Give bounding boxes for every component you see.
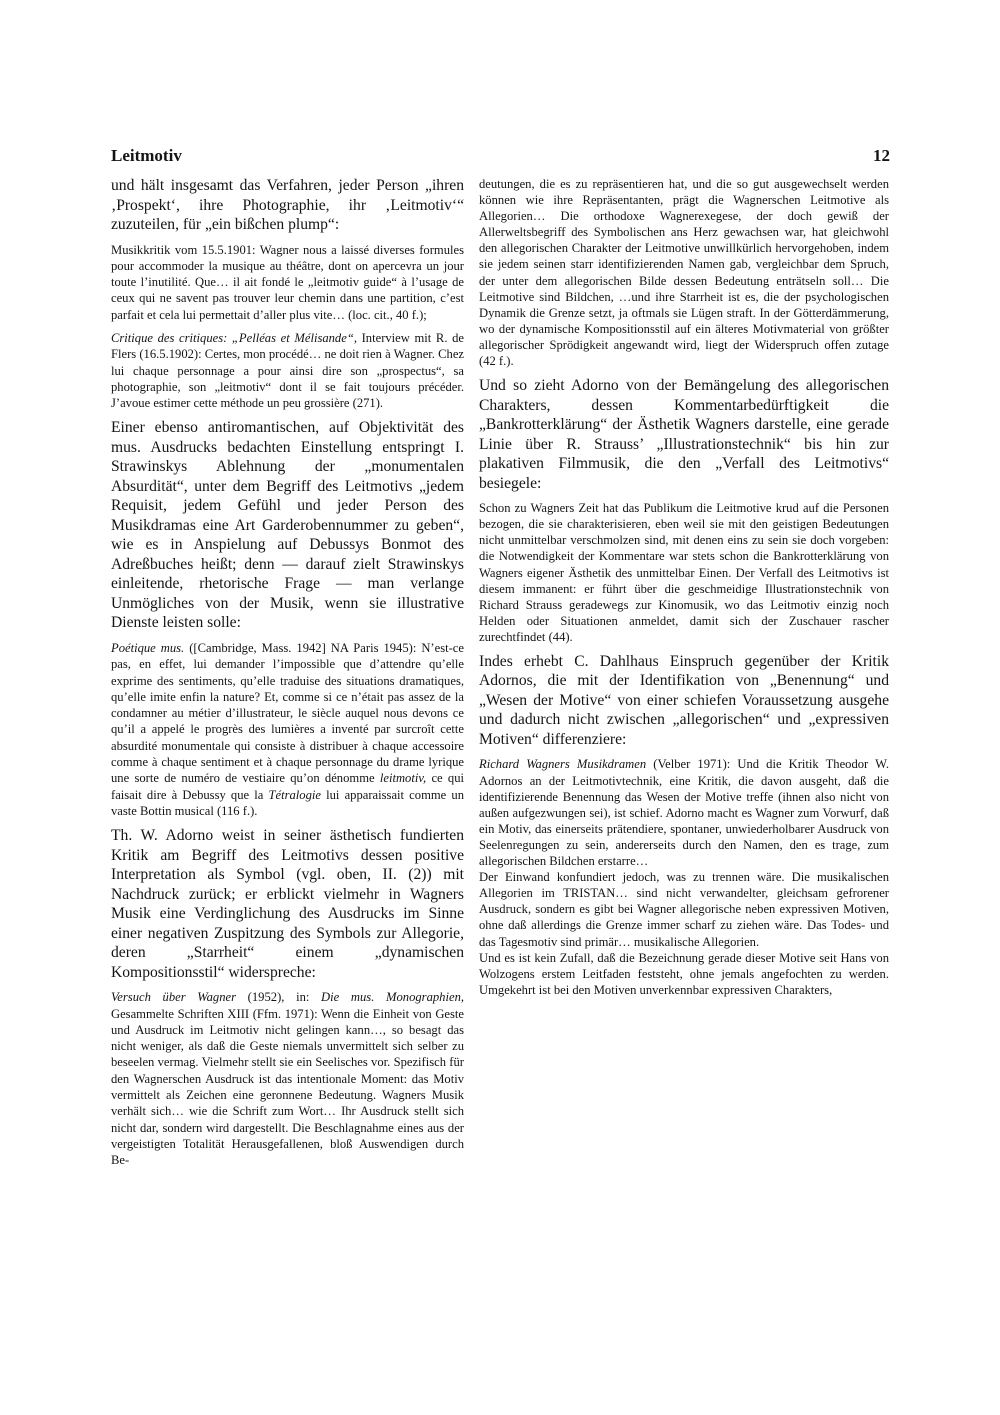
quotation-text: (Velber 1971): Und die Kritik Theodor W. Adornos an der Leitmotivtechnik, eine Kritik, die davon ausgeht, daß die identifizierende Benennung das Wesen der Motive treffe (ihnen also nicht von außen aufgezwungen sei), ist schief. Adorno macht es Wagner zum Vorwurf, daß ein Motiv, das einerseits prätendiere, spontaner, unwiederholbarer Ausdruck von Seelenregungen zu sein, andererseits durch den Namen, den es trage, zum allegorischen Bildchen erstarre…: [479, 757, 889, 869]
quotation: [479, 756, 889, 869]
left-column: [111, 176, 464, 1176]
quotation: [111, 330, 464, 411]
quotation: [111, 989, 464, 1168]
running-header: [111, 146, 890, 170]
paragraph: Indes erhebt C. Dahlhaus Einspruch gegenüber der Kritik Adornos, die mit der Identifikation von „Benennung“ und „Wesen der Motive“ von einer schiefen Voraussetzung ausgehe und dadurch nicht zwischen „allegorischen“ und „expressiven Motiven“ differenziere:: [479, 652, 889, 748]
quotation-text: Gesammelte Schriften XIII (Ffm. 1971): Wenn die Einheit von Geste und Ausdruck im Leitmotiv nicht gelingen kann…, so besagt das nicht weniger, als daß die Geste niemals unvermittelt sich selber zu beseelen vermag. Vielmehr stellt sie ein Seelisches vor. Spezifisch für den Wagnerschen Ausdruck ist das intentionale Moment: das Motiv vermittelt als Zeichen eine geronnene Bedeutung. Wagners Musik verhält sich… wie die Schrift zum Wort… Ihr Ausdruck stellt sich nicht dar, sondern wird dargestellt. Die Beschlagnahme eines aus der vergeistigten Totalität Herausgefallenen, bloß Auswendigen durch Be-: [111, 1006, 464, 1168]
quotation-text: (1952), in:: [236, 990, 322, 1005]
source-title: Richard Wagners Musikdramen: [479, 757, 647, 772]
quotation-text: lui apparaissait comme un vaste Bottin musical (116 f.).: [111, 787, 464, 818]
quotation: [111, 640, 464, 819]
paragraph: Und so zieht Adorno von der Bemängelung des allegorischen Charakters, dessen Kommentarbedürftigkeit die „Bankrotterklärung“ der Ästhetik Wagners darstelle, eine gerade Linie über R. Strauss’ „Illustrationstechnik“ bis hin zur plakativen Filmmusik, die den „Verfall des Leitmotivs“ besiegele:: [479, 377, 889, 492]
paragraph: Einer ebenso antiromantischen, auf Objektivität des mus. Ausdrucks bedachten Einstellung entspringt I. Strawinskys Ablehnung der „monumentalen Absurdität“, unter dem Begriff des Leitmotivs „jedem Requisit, jedem Gefühl und jeder Person des Musikdramas eine Art Garderobennummer zu geben“, wie es in Anspielung auf Debussys Bonmot des Adreßbuches heißt; denn — darauf zielt Strawinskys einleitende, rhetorische Frage — man verlange Unmögliches von der Musik, wenn sie illustrative Dienste leisten solle:: [111, 419, 464, 632]
quotation-text: Interview mit R. de Flers (16.5.1902): Certes, mon procédé… ne doit rien à Wagner. Chez lui chaque personnage a pour ainsi dire son „prospectus“, sa photographie, son „leitmotiv“ dont il se fait toujours précéder. J’avoue estimer cette méthode un peu grossière (271).: [111, 330, 464, 411]
quotation-text: ([Cambridge, Mass. 1942] NA Paris 1945): N’est-ce pas, en effet, lui demander l’impossible que d’attendre qu’elle exprime des sentiments, qu’elle traduise des situations dramatiques, qu’elle imite enfin la nature? Et, comme si ce n’était pas assez de la condamner au métier d’illustrateur, le siècle auquel nous devons ce qu’il a appelé le progrès des lumières a inventé par surcroît cette absurdité monumentale qui consiste à distribuer à chaque accessoire comme à chaque sentiment et à chaque personnage du drame lyrique une sorte de numéro de vestiaire qu’on dénomme: [111, 640, 464, 786]
source-title: Poétique mus.: [111, 640, 185, 655]
paragraph: Th. W. Adorno weist in seiner ästhetisch fundierten Kritik am Begriff des Leitmotivs dessen positive Interpretation als Symbol (vgl. oben, II. (2)) mit Nachdruck zurück; er erblickt vielmehr in Wagners Musik eine Verdinglichung des Ausdrucks im Sinne einer negativen Zuspitzung des Symbols zur Allegorie, deren „Starrheit“ einem „dynamischen Kompositionsstil“ widerspreche:: [111, 827, 464, 981]
source-title: Critique des critiques: „Pelléas et Mélisande“,: [111, 330, 357, 345]
quotation: Musikkritik vom 15.5.1901: Wagner nous a laissé diverses formules pour accommoder la musique au théâtre, dont on apercevra un jour toute l’inutilité. Que… il ait fondé le „leitmotiv guide“ à l’usage de ceux qui ne savent pas trouver leur chemin dans une partition, c’est parfait et cela lui permettait d’aller plus vite… (loc. cit., 40 f.);: [111, 242, 464, 322]
paragraph: und hält insgesamt das Verfahren, jeder Person „ihren ‚Prospekt‘, ihre Photographie, ihr ‚Leitmotiv‘“ zuzuteilen, für „ein bißchen plump“:: [111, 177, 464, 233]
quotation: Schon zu Wagners Zeit hat das Publikum die Leitmotive krud auf die Personen bezogen, die sie charakterisieren, eben weil sie mit den geistigen Bedeutungen nicht unmittelbar verschmolzen sind, mit denen eins zu sein sie doch vorgeben: die Notwendigkeit der Kommentare war stets schon die Bankrotterklärung von Wagners eigener Ästhetik des unmittelbar Einen. Der Verfall des Leitmotivs ist diesem immanent: er führt über die geschmeidige Illustrationstechnik von Richard Strauss geradewegs zur Kinomusik, wo das Leitmotiv einzig noch Helden oder Situationen anmeldet, damit sich der Zuschauer rascher zurechtfindet (44).: [479, 501, 889, 644]
quotation: Der Einwand konfundiert jedoch, was zu trennen wäre. Die musikalischen Allegorien im TRISTAN… sind nicht verwandelter, gleichsam gefrorener Ausdruck, sondern es gibt bei Wagner allegorische neben expressiven Motiven, ohne daß allerdings die Grenze immer scharf zu ziehen wäre. Das Todes- und das Tagesmotiv sind primär… musikalische Allegorien.: [479, 870, 889, 949]
source-title: Versuch über Wagner: [111, 990, 237, 1005]
emphasis: leitmotiv,: [379, 771, 427, 786]
source-title: Die mus. Monographien,: [321, 990, 465, 1005]
emphasis: Tétralogie: [268, 787, 321, 802]
right-column: [479, 176, 889, 1005]
quotation: deutungen, die es zu repräsentieren hat, und die so gut ausgewechselt werden können wie ihre Repräsentanten, prägt die Wagnerschen Leitmotive als Allegorien… Die orthodoxe Wagnerexegese, der doch gewiß der Allerweltsbegriff des Symbolischen ans Herz gewachsen war, hat gleichwohl den allegorischen Charakter der Leitmotive unwillkürlich hervorgehoben, indem sie jedem seinen starr identifizierenden Namen gab, vergleichbar dem Spruch, der unter dem allegorischen Bilde dessen Bedeutung enträtseln soll… Die Leitmotive sind Bildchen, …und ihre Starrheit ist es, die der psychologischen Dynamik die Grenze setzt, ja oftmals sie Lügen straft. In der Götterdämmerung, wo der dynamische Kompositionsstil auf ein älteres Motivmaterial von größter allegorischer Sprödigkeit angewandt wird, liegt der Widerspruch offen zutage (42 f.).: [479, 177, 889, 369]
running-title: Leitmotiv: [111, 146, 182, 165]
quotation-text: ce qui faisait dire à Debussy que la: [111, 771, 464, 802]
page-number: 12: [873, 146, 890, 165]
quotation: Und es ist kein Zufall, daß die Bezeichnung gerade dieser Motive seit Hans von Wolzogens erstem Leitfaden feststeht, ohne jemals angefochten zu werden. Umgekehrt ist bei den Motiven unverkennbar expressiven Charakters,: [479, 950, 889, 997]
